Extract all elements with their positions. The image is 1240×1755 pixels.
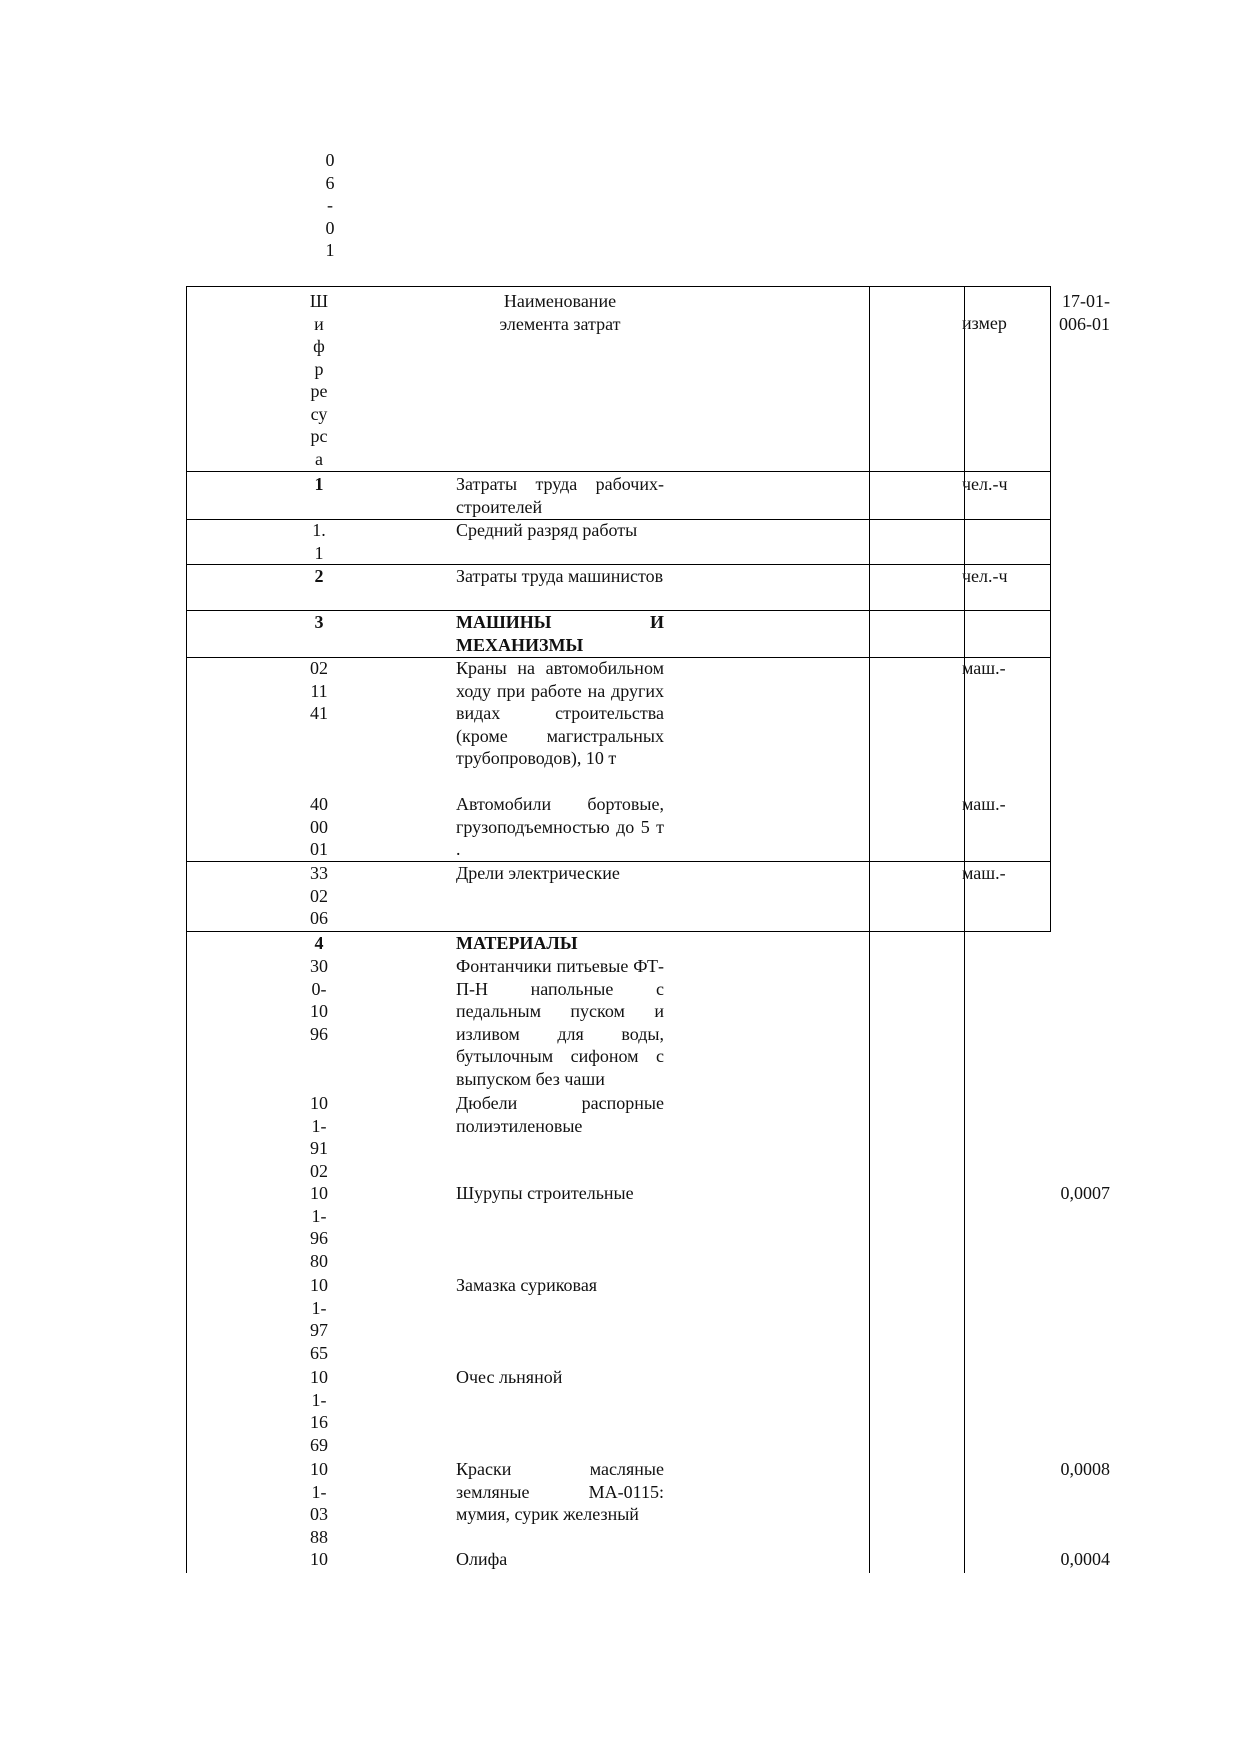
row-value: 0,0004	[1060, 1549, 1110, 1569]
row-name: Замазка суриковая	[456, 1275, 598, 1295]
row-unit: маш.-	[962, 863, 1006, 883]
row-code: 1	[314, 474, 324, 494]
row-code: 10 1- 91 02	[310, 1093, 328, 1181]
header-unit-label: измер	[962, 313, 1007, 333]
row-name: Автомобили бортовые, грузоподъемностью до 5 т .	[456, 794, 664, 859]
section-title-materials: МАТЕРИАЛЫ	[456, 933, 578, 953]
row-code: 4	[314, 933, 324, 953]
row-name: Дюбели распорные полиэтиленовые	[456, 1093, 664, 1136]
row-unit: маш.-	[962, 658, 1006, 678]
row-unit: маш.-	[962, 794, 1006, 814]
row-unit: чел.-ч	[962, 566, 1008, 586]
header-code-label: Ш и ф р ре су рс а	[309, 291, 329, 469]
header-norm-code: 17-01- 006-01	[1059, 291, 1110, 334]
table-top-border	[186, 286, 1051, 287]
row-name: Средний разряд работы	[456, 520, 638, 540]
row-code: 10	[310, 1549, 328, 1569]
row-name: Очес льняной	[456, 1367, 563, 1387]
row-code: 40 00 01	[310, 794, 328, 859]
row-value: 0,0007	[1060, 1183, 1110, 1203]
row-name: Затраты труда машинистов	[456, 566, 664, 586]
row-code: 10 1- 16 69	[310, 1367, 328, 1455]
row-name: Шурупы строительные	[456, 1183, 634, 1203]
row-name: Затраты труда рабочих-строителей	[456, 474, 664, 517]
section-title-machines: МАШИНЫ И МЕХАНИЗМЫ	[456, 612, 664, 655]
row-code: 30 0- 10 96	[310, 956, 328, 1044]
row-code: 2	[314, 566, 324, 586]
header-name-label: Наименование элемента затрат	[499, 291, 621, 334]
row-code: 10 1- 96 80	[310, 1183, 328, 1271]
document-code-vertical: 0 6 - 0 1	[325, 150, 335, 260]
row-name: Дрели электрические	[456, 863, 620, 883]
col-divider-name	[869, 286, 870, 1573]
row-name: Краны на автомобильном ходу при работе на других видах строительства (кроме магистральных трубопроводов), 10 т	[456, 658, 664, 768]
table-right-border	[1050, 286, 1051, 931]
row-code: 10 1- 97 65	[310, 1275, 328, 1363]
table-left-border-lower	[186, 931, 187, 1573]
row-code: 10 1- 03 88	[310, 1459, 328, 1547]
row-code: 3	[314, 612, 324, 632]
row-name: Олифа	[456, 1549, 508, 1569]
row-value: 0,0008	[1060, 1459, 1110, 1479]
row-name: Фонтанчики питьевые ФТ-П-Н напольные с педальным пуском и изливом для воды, бутылочным сифоном с выпуском без чаши	[456, 956, 664, 1089]
row-code: 02 11 41	[310, 658, 328, 723]
header-bottom-border	[186, 471, 1051, 472]
row-name: Краски масляные земляные МА-0115: мумия, сурик железный	[456, 1459, 664, 1524]
row-code: 33 02 06	[310, 863, 328, 928]
row-unit: чел.-ч	[962, 474, 1008, 494]
table-left-border	[186, 286, 187, 931]
row-code: 1. 1	[312, 520, 326, 563]
